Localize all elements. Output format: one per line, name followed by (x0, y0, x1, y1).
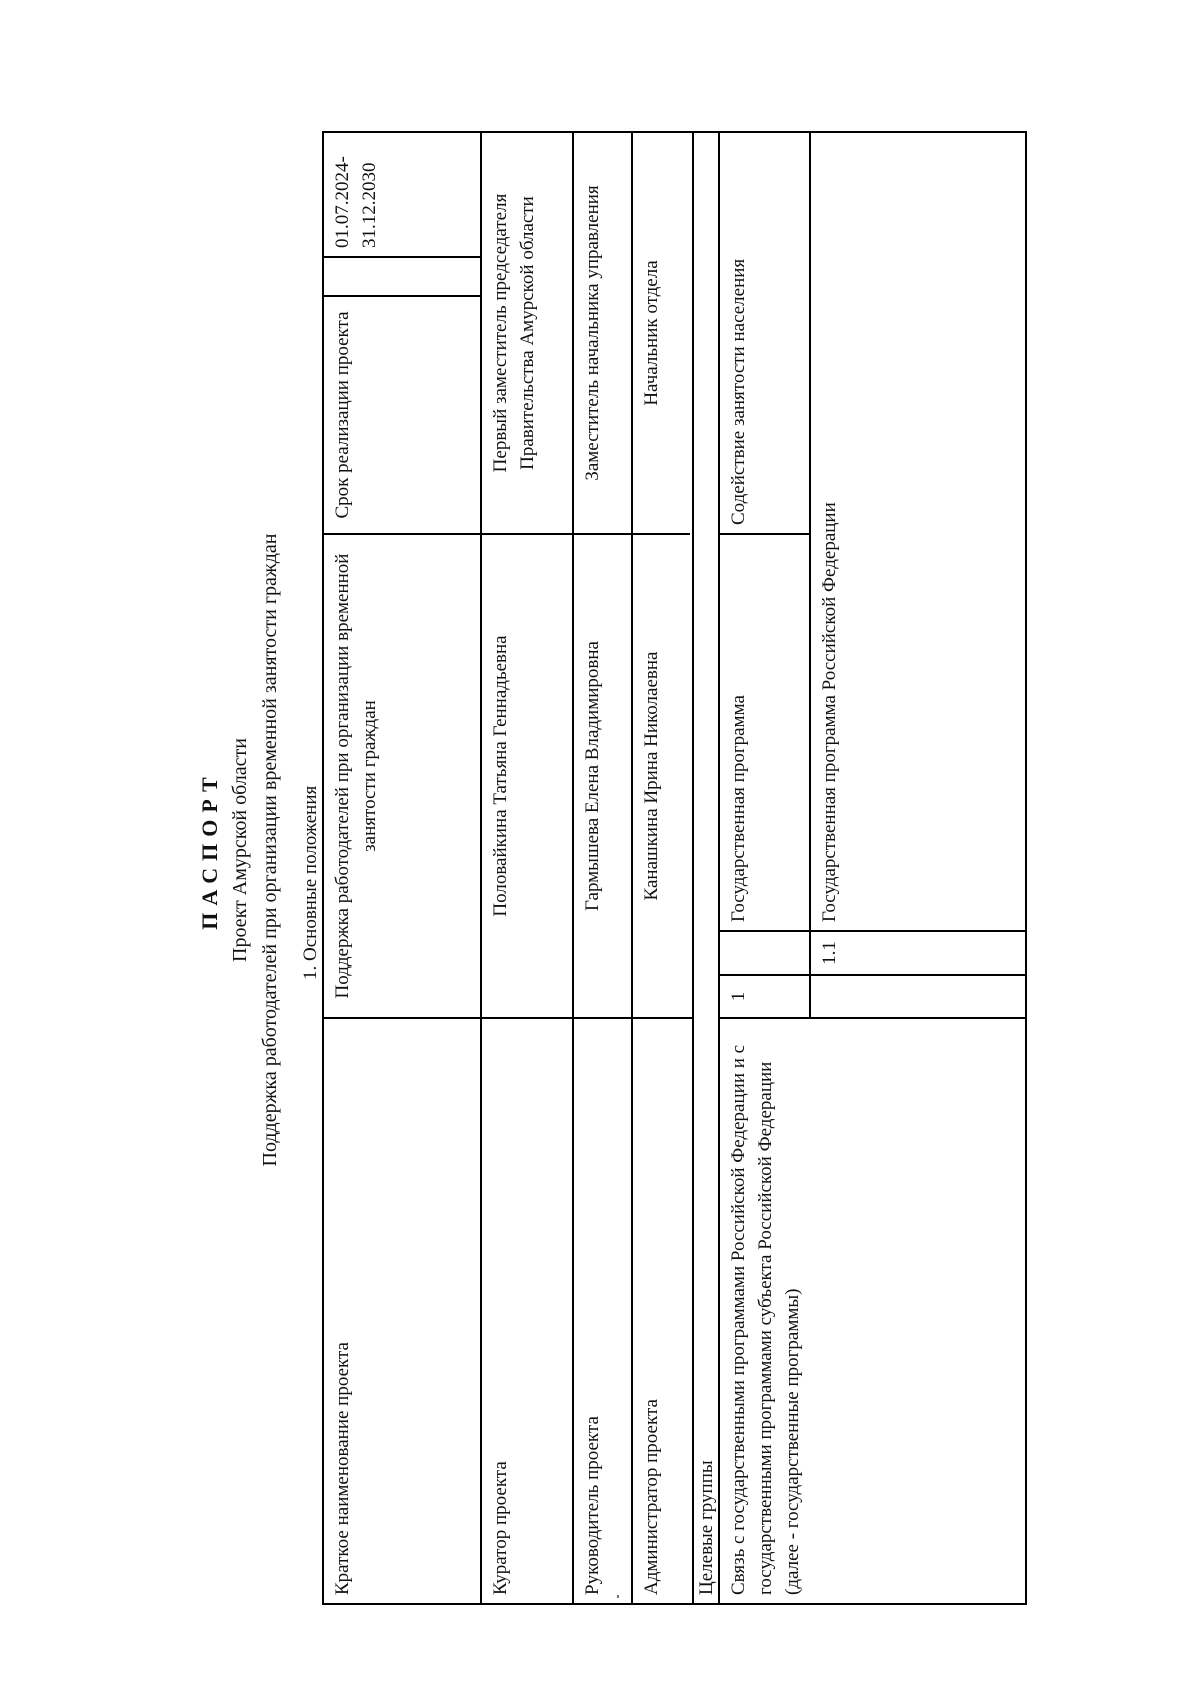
administrator-name: Канашкина Ирина Николаевна (641, 651, 662, 901)
administrator-label: Администратор проекта (641, 1399, 662, 1595)
document-title: ПАСПОРТ (197, 770, 222, 930)
column-divider (324, 256, 480, 258)
program-spacer (720, 932, 809, 974)
programs-label: Связь с государственными программами Российской Федерации и с государственными программами субъекта Российской Федерации (далее - государственные программы) (728, 1044, 803, 1595)
short-name-value: Поддержка работодателей при организации временной занятости граждан (332, 553, 380, 999)
curator-label: Куратор проекта (490, 1461, 511, 1595)
leader-label: Руководитель проекта (582, 1416, 603, 1595)
section-title: 1. Основные положения (300, 785, 321, 980)
passport-table (322, 131, 1027, 1605)
curator-name: Половайкина Татьяна Геннадьевна (490, 635, 511, 917)
program-type: Государственная программа (728, 695, 749, 922)
program-number: 1 (728, 991, 749, 1002)
program-name: Содействие занятости населения (728, 258, 749, 525)
target-groups-label: Целевые группы (696, 1460, 717, 1595)
curator-position: Первый заместитель председателя Правительства Амурской области (490, 193, 538, 473)
administrator-position: Начальник отдела (641, 260, 662, 406)
subprogram-spacer (811, 976, 1025, 1017)
term-label: Срок реализации проекта (332, 311, 353, 519)
leader-position: Заместитель начальника управления (582, 185, 603, 481)
subprogram-type: Государственная программа Российской Федерации (819, 502, 840, 922)
subprogram-number: 1.1 (819, 941, 840, 965)
leader-name: Гармышева Елена Владимировна (582, 641, 603, 911)
term-value: 01.07.2024-31.12.2030 (332, 156, 380, 248)
project-name-heading: Поддержка работодателей при организации временной занятости граждан (259, 533, 281, 1167)
short-name-label: Краткое наименование проекта (332, 1342, 353, 1595)
document-subtitle: Проект Амурской области (229, 738, 251, 962)
